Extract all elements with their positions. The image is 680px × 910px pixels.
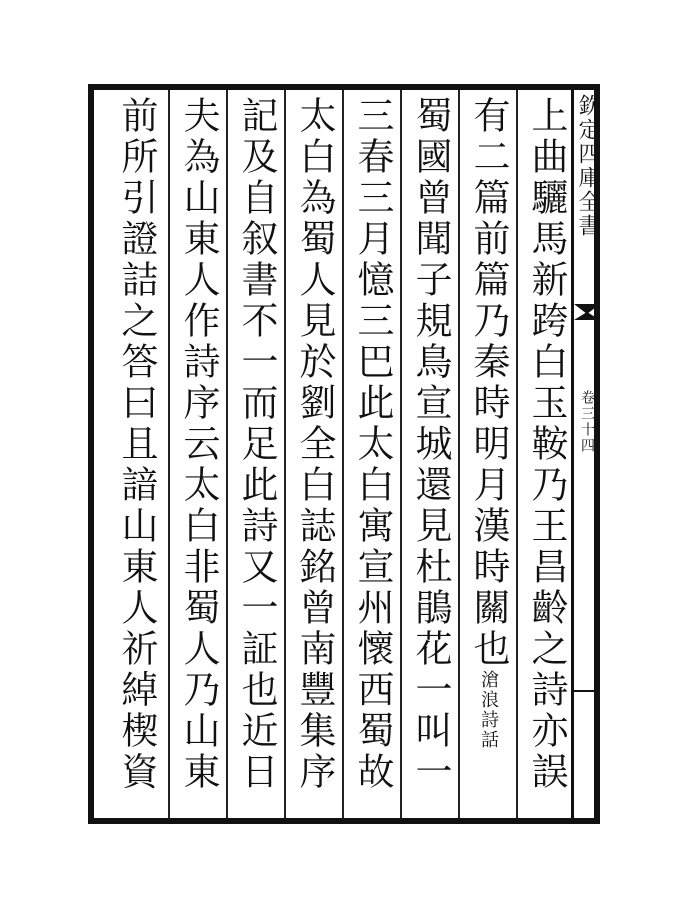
column-rule (168, 90, 170, 818)
margin-column (574, 90, 600, 818)
column-rule (400, 90, 402, 818)
text-column-3: 蜀國曾聞子規鳥宣城還見杜鵑花一叫一 (409, 96, 452, 793)
column-rule (284, 90, 286, 818)
text-column-7: 夫為山東人作詩序云太白非蜀人乃山東 (177, 96, 220, 793)
text-column-6: 記及自叙書不一而足此詩又一証也近日 (235, 96, 278, 793)
text-column-5: 太白為蜀人見於劉全白誌銘曾南豐集序 (293, 96, 336, 793)
volume-label: 卷三十四 (579, 390, 595, 454)
column-rule (342, 90, 344, 818)
margin-tick (574, 690, 600, 692)
fish-tail-mark-icon (574, 300, 600, 324)
text-column-4: 三春三月憶三巴此太白寓宣州懷西蜀故 (351, 96, 394, 793)
column-rule (458, 90, 460, 818)
column-2-note: 滄浪詩話 (478, 670, 499, 750)
column-rule (516, 90, 518, 818)
column-rule (226, 90, 228, 818)
text-column-2 (462, 96, 514, 816)
book-title: 欽定四庫全書 (575, 94, 600, 238)
text-column-1: 上曲驪馬新跨白玉鞍乃王昌齡之詩亦誤 (525, 96, 568, 793)
column-2-main: 有二篇前篇乃秦時明月漢時關也 (467, 96, 510, 670)
text-column-8: 前所引證詰之答曰且諳山東人祈綽楔資 (115, 96, 158, 793)
